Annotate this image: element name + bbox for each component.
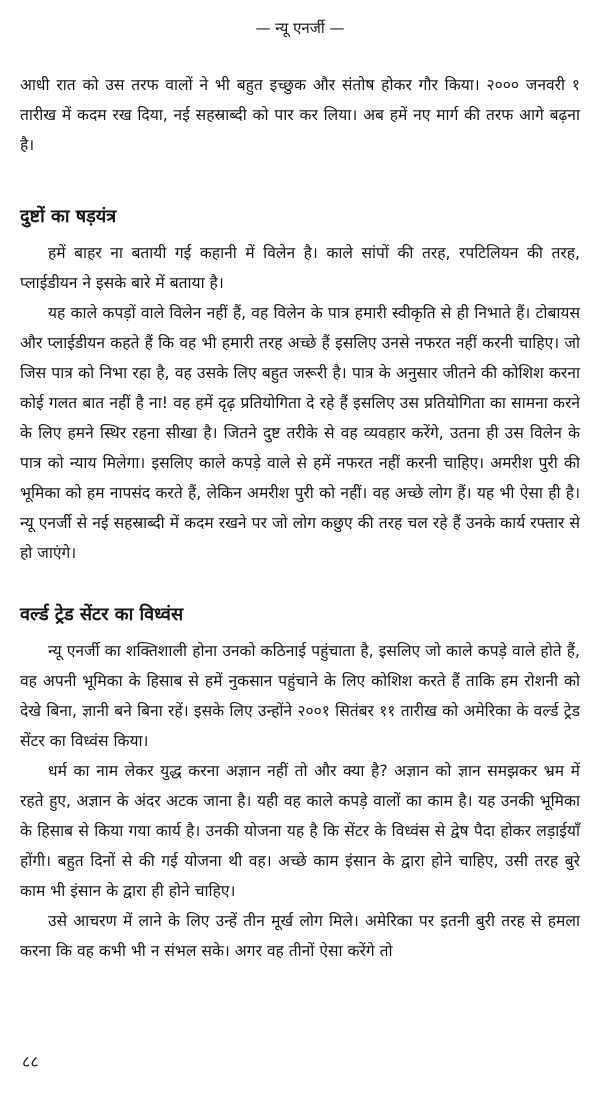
intro-paragraph: आधी रात को उस तरफ वालों ने भी बहुत इच्छुक और संतोष होकर गौर किया। २००० जनवरी १ तारीख में कदम रख दिया, नई सहस्राब्दी को पार कर लिया। अब हमें नए मार्ग की तरफ आगे बढ़ना है।: [20, 76, 580, 154]
paragraph: उसे आचरण में लाने के लिए उन्हें तीन मूर्ख लोग मिले। अमेरिका पर इतनी बुरी तरह से हमला करना कि वह कभी भी न संभल सके। अगर वह तीनों ऐसा करेंगे तो: [20, 912, 580, 960]
paragraph: न्यू एनर्जी का शक्तिशाली होना उनको कठिनाई पहुंचाता है, इसलिए जो काले कपड़े वाले होते हैं, वह अपनी भूमिका के हिसाब से हमें नुकसान पहुंचाने के लिए कोशिश करते हैं ताकि हम रोशनी को देखे बिना, ज्ञानी बने बिना रहें। इसके लिए उन्होंने २००१ सितंबर ११ तारीख को अमेरिका के वर्ल्ड ट्रेड सेंटर का विध्वंस किया।: [20, 642, 580, 750]
running-header: — न्यू एनर्जी —: [255, 19, 345, 37]
paragraph: यह काले कपड़ों वाले विलेन नहीं हैं, वह विलेन के पात्र हमारी स्वीकृति से ही निभाते हैं। टोबायस और प्लाईडीयन कहते हैं कि वह भी हमारी तरह अच्छे हैं इसलिए उनसे नफरत नहीं करनी चाहिए। जो जिस पात्र को निभा रहा है, वह उसके लिए बहुत जरूरी है। पात्र के अनुसार जीतने की कोशिश करना कोई गलत बात नहीं है ना! वह हमें दृढ़ प्रतियोगिता दे रहे हैं इसलिए उस प्रतियोगिता का सामना करने के लिए हमने स्थिर रहना सीखा है। जितने दुष्ट तरीके से वह व्यवहार करेंगे, उतना ही उस विलेन के पात्र को न्याय मिलेगा। इसलिए काले कपड़े वाले से हमें नफरत नहीं करनी चाहिए। अमरीश पुरी की भूमिका को हम नापसंद करते हैं, लेकिन अमरीश पुरी को नहीं। वह अच्छे लोग हैं। यह भी ऐसा ही है। न्यू एनर्जी से नई सहस्राब्दी में कदम रखने पर जो लोग कछुए की तरह चल रहे हैं उनके कार्य रफ्तार से हो जाएंगे।: [20, 304, 580, 562]
section-heading-wtc-destruction: वर्ल्ड ट्रेड सेंटर का विध्वंस: [20, 604, 184, 625]
paragraph: हमें बाहर ना बतायी गई कहानी में विलेन है। काले सांपों की तरह, रपटिलियन की तरह, प्लाईडीयन ने इसके बारे में बताया है।: [20, 244, 580, 292]
section-heading-conspiracy: दुष्टों का षड़यंत्र: [20, 206, 117, 227]
page-number: ८८: [22, 1052, 39, 1071]
paragraph: धर्म का नाम लेकर युद्ध करना अज्ञान नहीं तो और क्या है? अज्ञान को ज्ञान समझकर भ्रम में रहते हुए, अज्ञान के अंदर अटक जाना है। यही वह काले कपड़े वालों का काम है। यह उनकी भूमिका के हिसाब से किया गया कार्य है। उनकी योजना यह है कि सेंटर के विध्वंस से द्वेष पैदा होकर लड़ाईयाँ होंगी। बहुत दिनों से की गई योजना थी वह। अच्छे काम इंसान के द्वारा होने चाहिए, उसी तरह बुरे काम भी इंसान के द्वारा ही होने चाहिए।: [20, 762, 580, 900]
